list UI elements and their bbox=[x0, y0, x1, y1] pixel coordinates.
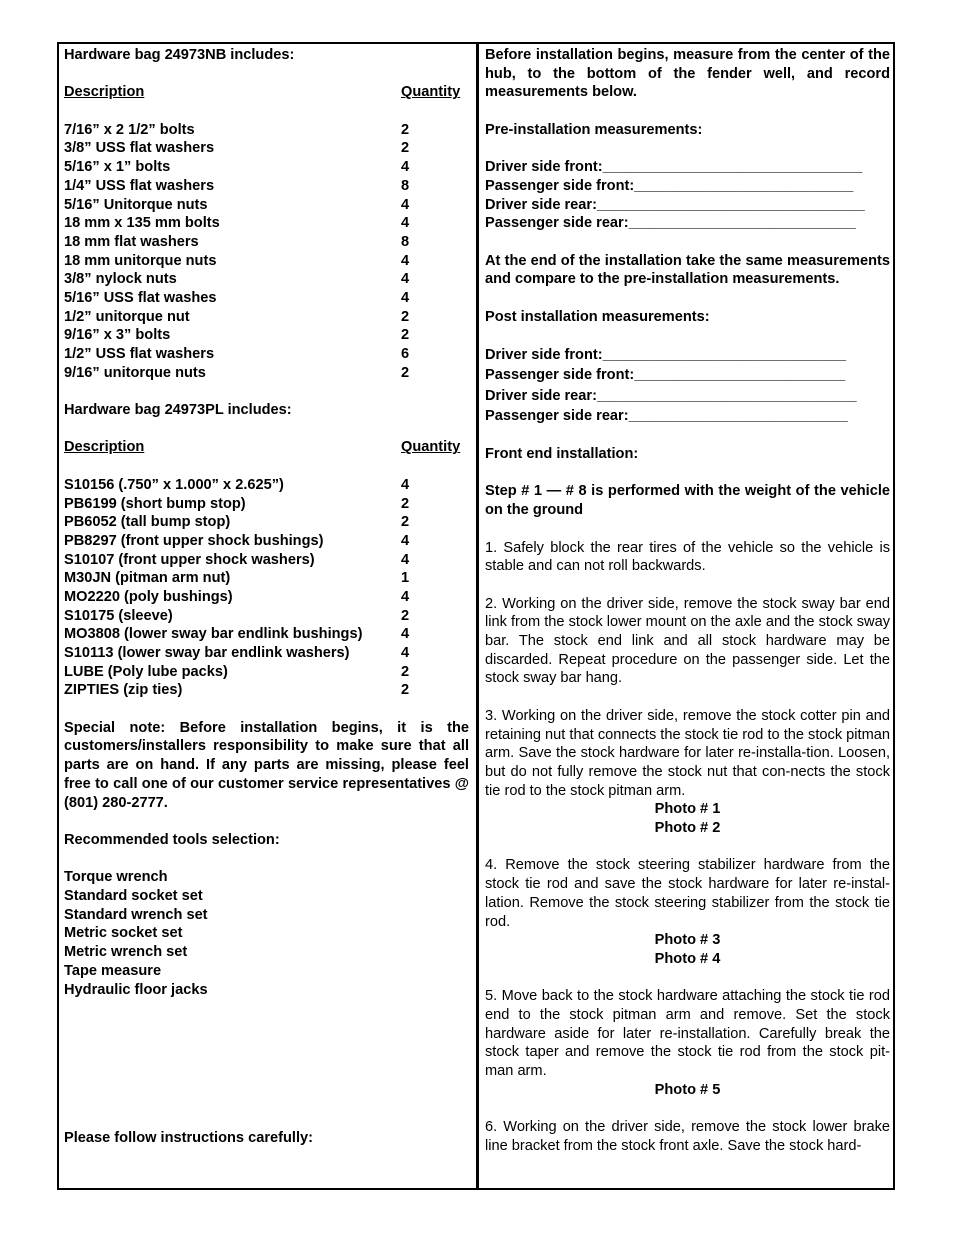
parts-row bbox=[64, 233, 469, 252]
step-2: 2. Working on the driver side, remove the stock sway bar end link from the stock lower mount on the axle and the stock sway bar. The stock end link and all stock hardware may be discarded. Repeat procedure on the passenger side. Let the stock sway bar hang. bbox=[485, 595, 890, 687]
part-description: M30JN (pitman arm nut) bbox=[64, 570, 231, 587]
photo-caption: Photo # 4 bbox=[654, 950, 721, 967]
pre-measure-line: Driver side front:________________________________ bbox=[485, 159, 863, 176]
parts-row bbox=[64, 551, 469, 570]
tools-list bbox=[64, 868, 469, 999]
bag2-list bbox=[64, 476, 469, 700]
right-column bbox=[485, 46, 890, 1156]
bag1-list bbox=[64, 121, 469, 383]
part-description: 3/8” nylock nuts bbox=[64, 271, 177, 288]
part-description: 5/16” USS flat washes bbox=[64, 289, 217, 306]
part-description: 18 mm unitorque nuts bbox=[64, 252, 217, 269]
part-quantity: 4 bbox=[401, 252, 410, 269]
parts-row bbox=[64, 513, 469, 532]
part-description: MO3808 (lower sway bar endlink bushings) bbox=[64, 626, 363, 643]
part-description: 9/16” x 3” bolts bbox=[64, 327, 171, 344]
step-4: 4. Remove the stock steering stabilizer hardware from the stock tie rod and save the stock hardware for later re-instal-lation. Remove the stock steering stabilizer from the stock tie rod. bbox=[485, 857, 890, 930]
tool-item: Tape measure bbox=[64, 962, 162, 979]
part-quantity: 2 bbox=[401, 495, 410, 512]
parts-row bbox=[64, 308, 469, 327]
pre-measure-line: Driver side rear:_________________________________ bbox=[485, 196, 865, 213]
photo-caption: Photo # 5 bbox=[654, 1081, 721, 1098]
follow-instructions: Please follow instructions carefully: bbox=[64, 1130, 313, 1147]
part-description: S10175 (sleeve) bbox=[64, 607, 173, 624]
parts-row bbox=[64, 569, 469, 588]
parts-row bbox=[64, 121, 469, 140]
part-description: 1/2” unitorque nut bbox=[64, 308, 190, 325]
parts-row bbox=[64, 607, 469, 626]
parts-row bbox=[64, 345, 469, 364]
part-quantity: 2 bbox=[401, 121, 410, 138]
bag2-title: Hardware bag 24973PL includes: bbox=[64, 402, 292, 419]
part-quantity: 2 bbox=[401, 308, 410, 325]
post-measure-title: Post installation measurements: bbox=[485, 308, 710, 325]
tool-item: Standard socket set bbox=[64, 888, 203, 905]
part-description: LUBE (Poly lube packs) bbox=[64, 663, 228, 680]
part-quantity: 2 bbox=[401, 364, 410, 381]
part-quantity: 6 bbox=[401, 346, 410, 363]
part-quantity: 2 bbox=[401, 327, 410, 344]
special-note: Special note: Before installation begins, it is the customers/installers responsibility to make sure that all parts are on hand. If any parts are missing, please feel free to call one of our customer service representatives @ (801) 280-2777. bbox=[64, 719, 469, 811]
pre-measure-line: Passenger side rear:____________________________ bbox=[485, 215, 856, 232]
part-quantity: 4 bbox=[401, 289, 410, 306]
step-6: 6. Working on the driver side, remove the stock lower brake line bracket from the stock front axle. Save the stock hard- bbox=[485, 1119, 890, 1154]
left-column bbox=[64, 46, 469, 1148]
tool-item: Metric socket set bbox=[64, 925, 183, 942]
pre-measure-title: Pre-installation measurements: bbox=[485, 121, 703, 138]
parts-row bbox=[64, 644, 469, 663]
pre-measure-line: Passenger side front:___________________________ bbox=[485, 177, 854, 194]
part-description: 1/4” USS flat washers bbox=[64, 177, 215, 194]
tool-item: Torque wrench bbox=[64, 869, 168, 886]
parts-row bbox=[64, 214, 469, 233]
part-quantity: 2 bbox=[401, 514, 410, 531]
part-description: MO2220 (poly bushings) bbox=[64, 588, 233, 605]
bag1-header bbox=[64, 83, 469, 102]
step-3: 3. Working on the driver side, remove the stock cotter pin and retaining nut that connects the stock tie rod to the stock pitman arm. Save the stock hardware for later re-installa-tion. Loosen, but do not fully remove the stock nut that con-nects the stock tie rod to the stock pitman arm. bbox=[485, 707, 890, 799]
tool-item: Metric wrench set bbox=[64, 944, 188, 961]
parts-row bbox=[64, 139, 469, 158]
part-quantity: 2 bbox=[401, 607, 410, 624]
parts-row bbox=[64, 289, 469, 308]
part-quantity: 4 bbox=[401, 159, 410, 176]
part-quantity: 8 bbox=[401, 177, 410, 194]
part-description: 3/8” USS flat washers bbox=[64, 140, 215, 157]
tool-item: Hydraulic floor jacks bbox=[64, 981, 208, 998]
part-description: 7/16” x 2 1/2” bolts bbox=[64, 121, 195, 138]
parts-row bbox=[64, 326, 469, 345]
photo-caption: Photo # 1 bbox=[654, 801, 721, 818]
post-measure-line: Driver side rear:________________________________ bbox=[485, 387, 857, 404]
part-quantity: 4 bbox=[401, 271, 410, 288]
parts-row bbox=[64, 270, 469, 289]
part-description: ZIPTIES (zip ties) bbox=[64, 682, 183, 699]
post-measure-line: Driver side front:______________________________ bbox=[485, 347, 847, 364]
part-quantity: 2 bbox=[401, 140, 410, 157]
part-description: 5/16” Unitorque nuts bbox=[64, 196, 208, 213]
part-quantity: 4 bbox=[401, 532, 410, 549]
part-description: PB6199 (short bump stop) bbox=[64, 495, 246, 512]
intro-text: Before installation begins, measure from the center of the hub, to the bottom of the fender well, and record measurements below. bbox=[485, 47, 890, 101]
part-quantity: 4 bbox=[401, 196, 410, 213]
part-quantity: 4 bbox=[401, 551, 410, 568]
part-quantity: 4 bbox=[401, 626, 410, 643]
parts-row bbox=[64, 177, 469, 196]
part-quantity: 4 bbox=[401, 645, 410, 662]
part-description: S10113 (lower sway bar endlink washers) bbox=[64, 645, 350, 662]
tools-title: Recommended tools selection: bbox=[64, 831, 280, 848]
description-header: Description bbox=[64, 84, 145, 101]
part-quantity: 4 bbox=[401, 588, 410, 605]
parts-row bbox=[64, 476, 469, 495]
bag1-title: Hardware bag 24973NB includes: bbox=[64, 47, 295, 63]
part-description: S10156 (.750” x 1.000” x 2.625”) bbox=[64, 476, 284, 493]
parts-row bbox=[64, 495, 469, 514]
parts-row bbox=[64, 663, 469, 682]
part-description: S10107 (front upper shock washers) bbox=[64, 551, 315, 568]
parts-row bbox=[64, 196, 469, 215]
quantity-header: Quantity bbox=[401, 439, 461, 456]
parts-row bbox=[64, 158, 469, 177]
quantity-header: Quantity bbox=[401, 84, 461, 101]
parts-row bbox=[64, 532, 469, 551]
compare-text: At the end of the installation take the same measurements and compare to the pre-installation measurements. bbox=[485, 252, 890, 288]
part-quantity: 2 bbox=[401, 682, 410, 699]
post-measure-line: Passenger side front:__________________________ bbox=[485, 367, 846, 384]
tool-item: Standard wrench set bbox=[64, 906, 208, 923]
step-1: 1. Safely block the rear tires of the vehicle so the vehicle is stable and can not roll backwards. bbox=[485, 539, 890, 575]
parts-row bbox=[64, 625, 469, 644]
step-5: 5. Move back to the stock hardware attaching the stock tie rod end to the stock pitman arm and remove. Set the stock hardware aside for later re-installation. Carefully break the stock taper and remove the stock tie rod from the stock pit-man arm. bbox=[485, 988, 890, 1080]
parts-row bbox=[64, 588, 469, 607]
photo-caption: Photo # 3 bbox=[654, 932, 721, 949]
front-install-title: Front end installation: bbox=[485, 446, 639, 463]
part-description: 1/2” USS flat washers bbox=[64, 346, 215, 363]
part-quantity: 2 bbox=[401, 663, 410, 680]
description-header: Description bbox=[64, 439, 145, 456]
parts-row bbox=[64, 364, 469, 383]
step-note: Step # 1 — # 8 is performed with the weight of the vehicle on the ground bbox=[485, 483, 890, 519]
part-description: 5/16” x 1” bolts bbox=[64, 159, 171, 176]
part-description: 18 mm x 135 mm bolts bbox=[64, 215, 220, 232]
part-description: 18 mm flat washers bbox=[64, 233, 199, 250]
part-description: PB8297 (front upper shock bushings) bbox=[64, 532, 324, 549]
part-quantity: 1 bbox=[401, 570, 410, 587]
column-divider bbox=[476, 42, 479, 1190]
parts-row bbox=[64, 252, 469, 271]
photo-caption: Photo # 2 bbox=[654, 820, 721, 837]
part-quantity: 4 bbox=[401, 476, 410, 493]
part-quantity: 4 bbox=[401, 215, 410, 232]
bag2-header bbox=[64, 438, 469, 457]
parts-row bbox=[64, 681, 469, 700]
post-measure-line: Passenger side rear:___________________________ bbox=[485, 408, 848, 425]
part-description: 9/16” unitorque nuts bbox=[64, 364, 206, 381]
part-quantity: 8 bbox=[401, 233, 410, 250]
part-description: PB6052 (tall bump stop) bbox=[64, 514, 231, 531]
